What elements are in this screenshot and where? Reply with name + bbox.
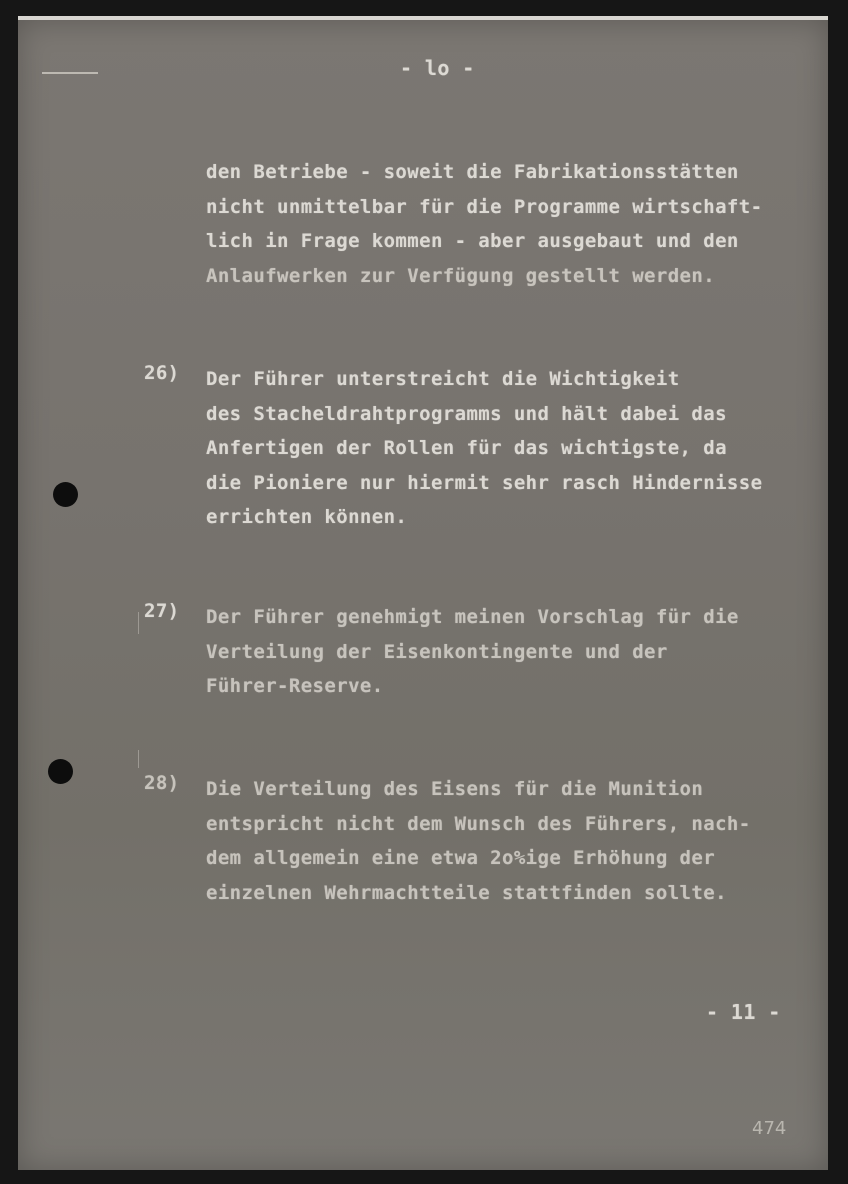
text-line: errichten können.	[206, 506, 408, 528]
text-line: Führer-Reserve.	[206, 675, 384, 697]
punch-hole	[53, 482, 78, 507]
text-line: Der Führer unterstreicht die Wichtigkeit	[206, 368, 680, 390]
text-line: dem allgemein eine etwa 2o%ige Erhöhung der	[206, 847, 716, 869]
text-line: entspricht nicht dem Wunsch des Führers, nach-	[206, 812, 751, 835]
corner-mark	[42, 72, 98, 74]
margin-mark	[138, 612, 139, 634]
margin-mark	[138, 750, 139, 768]
text-line: lich in Frage kommen - aber ausgebaut und den	[206, 230, 739, 252]
text-line: nicht unmittelbar für die Programme wirtschaft-	[206, 195, 763, 218]
text-line: Anlaufwerken zur Verfügung gestellt werden.	[206, 264, 716, 287]
text-line: Der Führer genehmigt meinen Vorschlag für die	[206, 606, 739, 628]
item-number-27: 27)	[144, 600, 180, 622]
text-line: die Pioniere nur hiermit sehr rasch Hindernisse	[206, 471, 763, 494]
item-number-28: 28)	[144, 772, 180, 794]
punch-hole	[48, 759, 73, 784]
archive-stamp-number: 474	[752, 1118, 787, 1139]
continuation-paragraph	[206, 155, 762, 293]
next-page-marker: - 11 -	[706, 1000, 781, 1024]
document-page	[18, 16, 828, 1170]
text-line: Verteilung der Eisenkontingente und der	[206, 640, 668, 663]
text-line: Die Verteilung des Eisens für die Munition	[206, 778, 704, 800]
item-paragraph-26	[206, 362, 762, 535]
page-number-header: - lo -	[400, 56, 475, 80]
item-paragraph-28	[206, 772, 751, 910]
item-number-26: 26)	[144, 362, 180, 384]
text-line: des Stacheldrahtprogramms und hält dabei das	[206, 402, 727, 425]
item-paragraph-27	[206, 600, 739, 704]
text-line: einzelnen Wehrmachtteile stattfinden sollte.	[206, 881, 727, 904]
text-line: Anfertigen der Rollen für das wichtigste, da	[206, 437, 727, 459]
text-line: den Betriebe - soweit die Fabrikationsstätten	[206, 161, 739, 183]
